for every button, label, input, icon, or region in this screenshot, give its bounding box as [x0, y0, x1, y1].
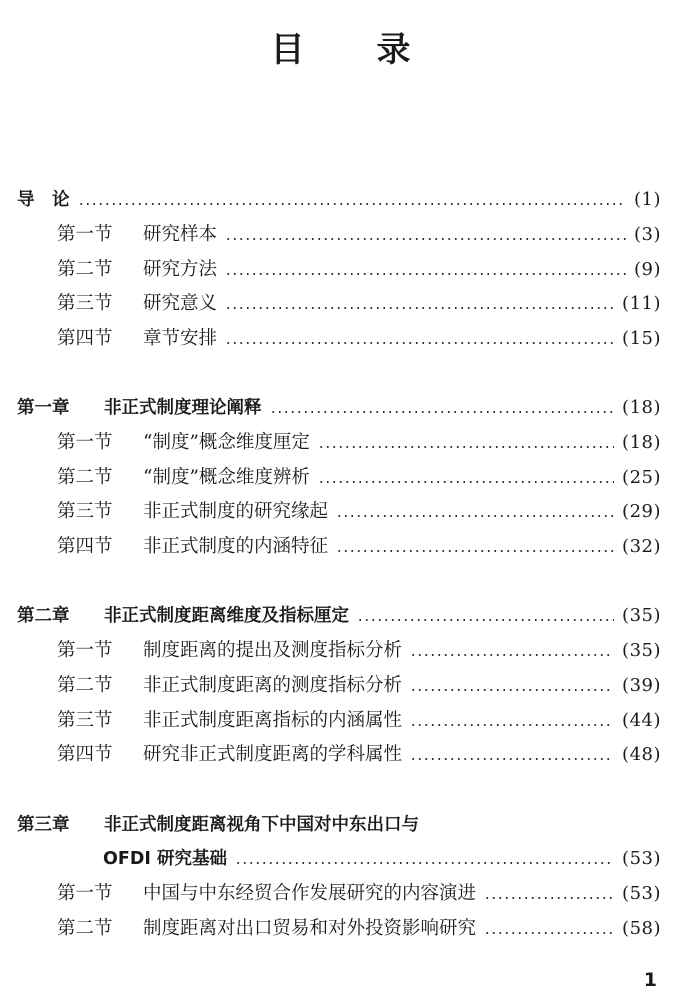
- chapter-title: OFDI 研究基础: [103, 849, 227, 869]
- title-char-1: 目: [270, 30, 305, 70]
- toc-section-entry: [0, 463, 681, 493]
- page-title: [0, 22, 681, 71]
- dot-leader: [484, 914, 614, 944]
- chapter-label: 第二章: [17, 606, 70, 626]
- page-reference: (9): [634, 259, 661, 280]
- toc-section-entry: [0, 497, 681, 527]
- section-title: 非正式制度距离指标的内涵属性: [143, 710, 403, 731]
- toc-section-entry: [0, 740, 681, 770]
- page-reference: (1): [634, 189, 661, 210]
- dot-leader: [410, 671, 614, 701]
- section-title: 研究方法: [143, 259, 218, 280]
- section-label: 第一节: [57, 640, 113, 661]
- section-label: 第四节: [57, 744, 113, 765]
- dot-leader: [270, 393, 615, 423]
- toc-section-entry: [0, 636, 681, 666]
- section-title: 制度距离的提出及测度指标分析: [143, 640, 403, 661]
- dot-leader: [318, 463, 614, 493]
- dot-leader: [484, 879, 614, 909]
- section-title: 中国与中东经贸合作发展研究的内容演进: [143, 883, 477, 904]
- chapter-title: 非正式制度理论阐释: [104, 398, 262, 418]
- page-reference: (58): [622, 918, 661, 939]
- section-title: 非正式制度距离的测度指标分析: [143, 675, 403, 696]
- page-reference: (32): [622, 536, 661, 557]
- section-label: 第四节: [57, 328, 113, 349]
- section-title: 研究意义: [143, 293, 218, 314]
- dot-leader: [225, 324, 614, 354]
- toc-chapter-entry: [0, 185, 681, 215]
- page-reference: (3): [634, 224, 661, 245]
- toc-section-entry: [0, 289, 681, 319]
- page-reference: (53): [622, 848, 661, 869]
- toc-section-entry: [0, 706, 681, 736]
- page-number: 1: [643, 969, 657, 991]
- section-label: 第三节: [57, 501, 113, 522]
- toc-section-entry: [0, 671, 681, 701]
- toc-section-entry: [0, 879, 681, 909]
- dot-leader: [225, 220, 626, 250]
- toc-chapter-entry: [0, 601, 681, 631]
- toc-section-entry: [0, 255, 681, 285]
- section-title: 制度距离对出口贸易和对外投资影响研究: [143, 918, 477, 939]
- toc-section-entry: [0, 428, 681, 458]
- page-reference: (35): [622, 640, 661, 661]
- toc-section-entry: [0, 914, 681, 944]
- dot-leader: [78, 185, 627, 215]
- section-title: 研究非正式制度距离的学科属性: [143, 744, 403, 765]
- section-label: 第四节: [57, 536, 113, 557]
- section-title: “制度”概念维度厘定: [143, 432, 310, 453]
- page-reference: (29): [622, 501, 661, 522]
- page-reference: (18): [622, 432, 661, 453]
- dot-leader: [235, 844, 614, 874]
- page-reference: (18): [622, 397, 661, 418]
- page-reference: (11): [622, 293, 661, 314]
- section-title: “制度”概念维度辨析: [143, 467, 310, 488]
- toc-section-entry: [0, 532, 681, 562]
- page-reference: (44): [622, 710, 661, 731]
- toc-chapter-entry: [0, 844, 681, 874]
- section-title: 研究样本: [143, 224, 218, 245]
- page-reference: (25): [622, 467, 661, 488]
- dot-leader: [336, 532, 614, 562]
- section-label: 第二节: [57, 259, 113, 280]
- dot-leader: [225, 289, 614, 319]
- toc-chapter-entry: [0, 810, 681, 840]
- toc-chapter-entry: [0, 393, 681, 423]
- dot-leader: [318, 428, 614, 458]
- chapter-label: 第三章: [17, 815, 70, 835]
- dot-leader: [410, 740, 614, 770]
- section-label: 第一节: [57, 883, 113, 904]
- page-reference: (35): [622, 605, 661, 626]
- section-label: 第二节: [57, 467, 113, 488]
- dot-leader: [336, 497, 614, 527]
- page-reference: (15): [622, 328, 661, 349]
- page-reference: (39): [622, 675, 661, 696]
- section-label: 第一节: [57, 224, 113, 245]
- dot-leader: [410, 706, 614, 736]
- section-label: 第三节: [57, 710, 113, 731]
- section-title: 非正式制度的内涵特征: [143, 536, 329, 557]
- page-reference: (48): [622, 744, 661, 765]
- toc-section-entry: [0, 220, 681, 250]
- chapter-label: 导 论: [17, 190, 70, 210]
- section-label: 第二节: [57, 675, 113, 696]
- section-label: 第三节: [57, 293, 113, 314]
- chapter-title: 非正式制度距离维度及指标厘定: [104, 606, 349, 626]
- chapter-title: 非正式制度距离视角下中国对中东出口与: [104, 815, 419, 835]
- page-reference: (53): [622, 883, 661, 904]
- dot-leader: [410, 636, 614, 666]
- title-char-2: 录: [376, 30, 411, 70]
- chapter-label: 第一章: [17, 398, 70, 418]
- section-title: 章节安排: [143, 328, 218, 349]
- dot-leader: [357, 601, 614, 631]
- section-title: 非正式制度的研究缘起: [143, 501, 329, 522]
- section-label: 第一节: [57, 432, 113, 453]
- section-label: 第二节: [57, 918, 113, 939]
- dot-leader: [225, 255, 626, 285]
- toc-section-entry: [0, 324, 681, 354]
